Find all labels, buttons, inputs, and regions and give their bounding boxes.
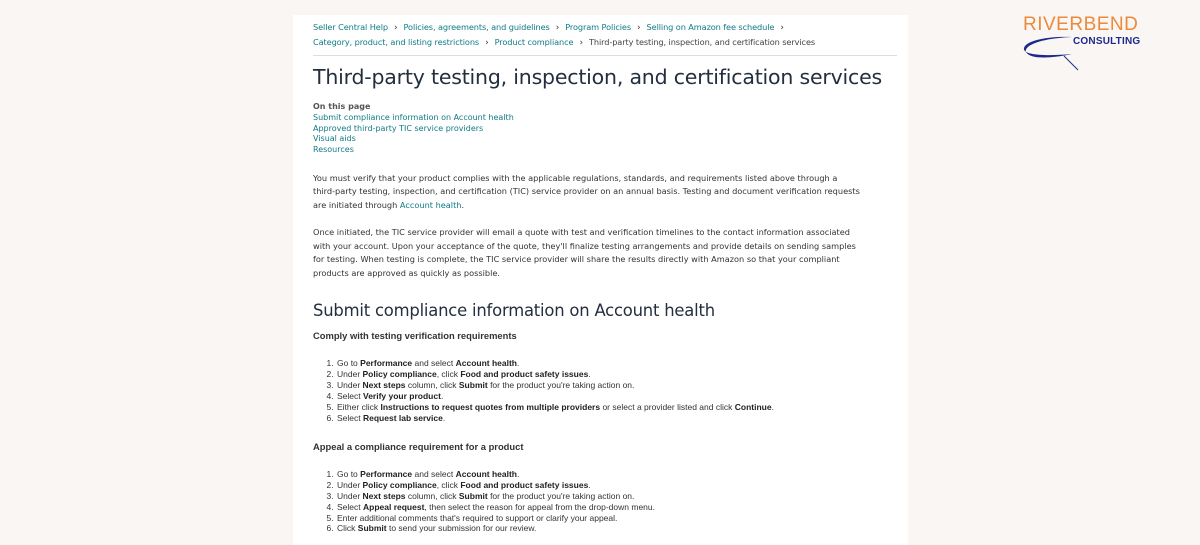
step-item: 5. Either click Instructions to request quotes from multiple providers or select a provider listed and click Continue. — [336, 402, 888, 413]
comply-steps-list — [313, 358, 888, 423]
breadcrumb-program-policies[interactable]: Program Policies — [565, 22, 632, 32]
intro-end: . — [461, 199, 465, 210]
on-this-page-label: On this page — [313, 102, 371, 111]
breadcrumb-policies[interactable]: Policies, agreements, and guidelines — [403, 22, 550, 32]
chevron-right-icon: › — [393, 23, 398, 33]
help-article — [293, 15, 908, 545]
chevron-right-icon: › — [579, 37, 583, 48]
step-item: 3. Under Next steps column, click Submit for the product you're taking action on. — [336, 380, 888, 391]
toc-link-approved-providers[interactable]: Approved third-party TIC service providers — [313, 123, 484, 133]
step-item: 1. Go to Performance and select Account health. — [336, 358, 888, 369]
riverbend-logo — [1020, 14, 1145, 74]
logo-name: RIVERBEND — [1023, 14, 1139, 35]
step-item: 4. Select Verify your product. — [336, 391, 888, 402]
appeal-steps-list — [313, 469, 888, 534]
step-item: 6. Click Submit to send your submission for our review. — [336, 523, 888, 534]
step-item: 5. Enter additional comments that's required to support or clarify your appeal. — [336, 513, 888, 524]
breadcrumb-seller-central-help[interactable]: Seller Central Help — [313, 22, 388, 32]
step-item: 1. Go to Performance and select Account health. — [336, 469, 888, 480]
page-title: Third-party testing, inspection, and certification services — [313, 65, 883, 89]
toc-link-visual-aids[interactable]: Visual aids — [313, 134, 356, 144]
section-heading: Submit compliance information on Account health — [313, 301, 715, 321]
account-health-link[interactable]: Account health — [399, 199, 462, 210]
step-item: 2. Under Policy compliance, click Food and product safety issues. — [336, 369, 888, 380]
divider — [313, 55, 897, 56]
step-item: 4. Select Appeal request, then select the reason for appeal from the drop-down menu. — [336, 502, 888, 513]
logo-sub: CONSULTING — [1073, 36, 1141, 47]
step-item: 6. Select Request lab service. — [336, 413, 888, 424]
breadcrumb-fee-schedule[interactable]: Selling on Amazon fee schedule — [646, 22, 775, 32]
chevron-right-icon: › — [637, 23, 641, 33]
chevron-right-icon: › — [780, 23, 784, 33]
process-paragraph: Once initiated, the TIC service provider will email a quote with test and verification timelines to the contact information associated with your account. Upon your acceptance of the quote, they'll finalize testing arrangements and provide details on sending samples for testing. When testing is complete, the TIC service provider will share the results directly with Amazon so that your compliant products are approved as quickly as possible. — [313, 227, 856, 278]
breadcrumb-current: Third-party testing, inspection, and certification services — [588, 36, 816, 47]
on-this-page — [313, 102, 888, 156]
breadcrumb — [313, 21, 888, 50]
toc-link-submit-compliance[interactable]: Submit compliance information on Account health — [313, 112, 514, 122]
intro-text: You must verify that your product complies with the applicable regulations, standards, and requirements listed above through a third-party testing, inspection, and certification (TIC) service provider on an annual basis. Testing and document verification requests are initiated through — [313, 172, 860, 210]
chevron-right-icon: › — [555, 23, 560, 33]
chevron-right-icon: › — [485, 37, 489, 48]
swoosh-icon — [1020, 34, 1080, 74]
step-item: 3. Under Next steps column, click Submit for the product you're taking action on. — [336, 491, 888, 502]
intro-paragraph — [313, 172, 861, 213]
breadcrumb-restrictions[interactable]: Category, product, and listing restrictions — [313, 36, 480, 47]
comply-heading: Comply with testing verification requirements — [313, 330, 517, 342]
toc-link-resources[interactable]: Resources — [313, 145, 354, 155]
step-item: 2. Under Policy compliance, click Food and product safety issues. — [336, 480, 888, 491]
appeal-heading: Appeal a compliance requirement for a product — [313, 440, 524, 452]
breadcrumb-product-compliance[interactable]: Product compliance — [494, 36, 574, 47]
